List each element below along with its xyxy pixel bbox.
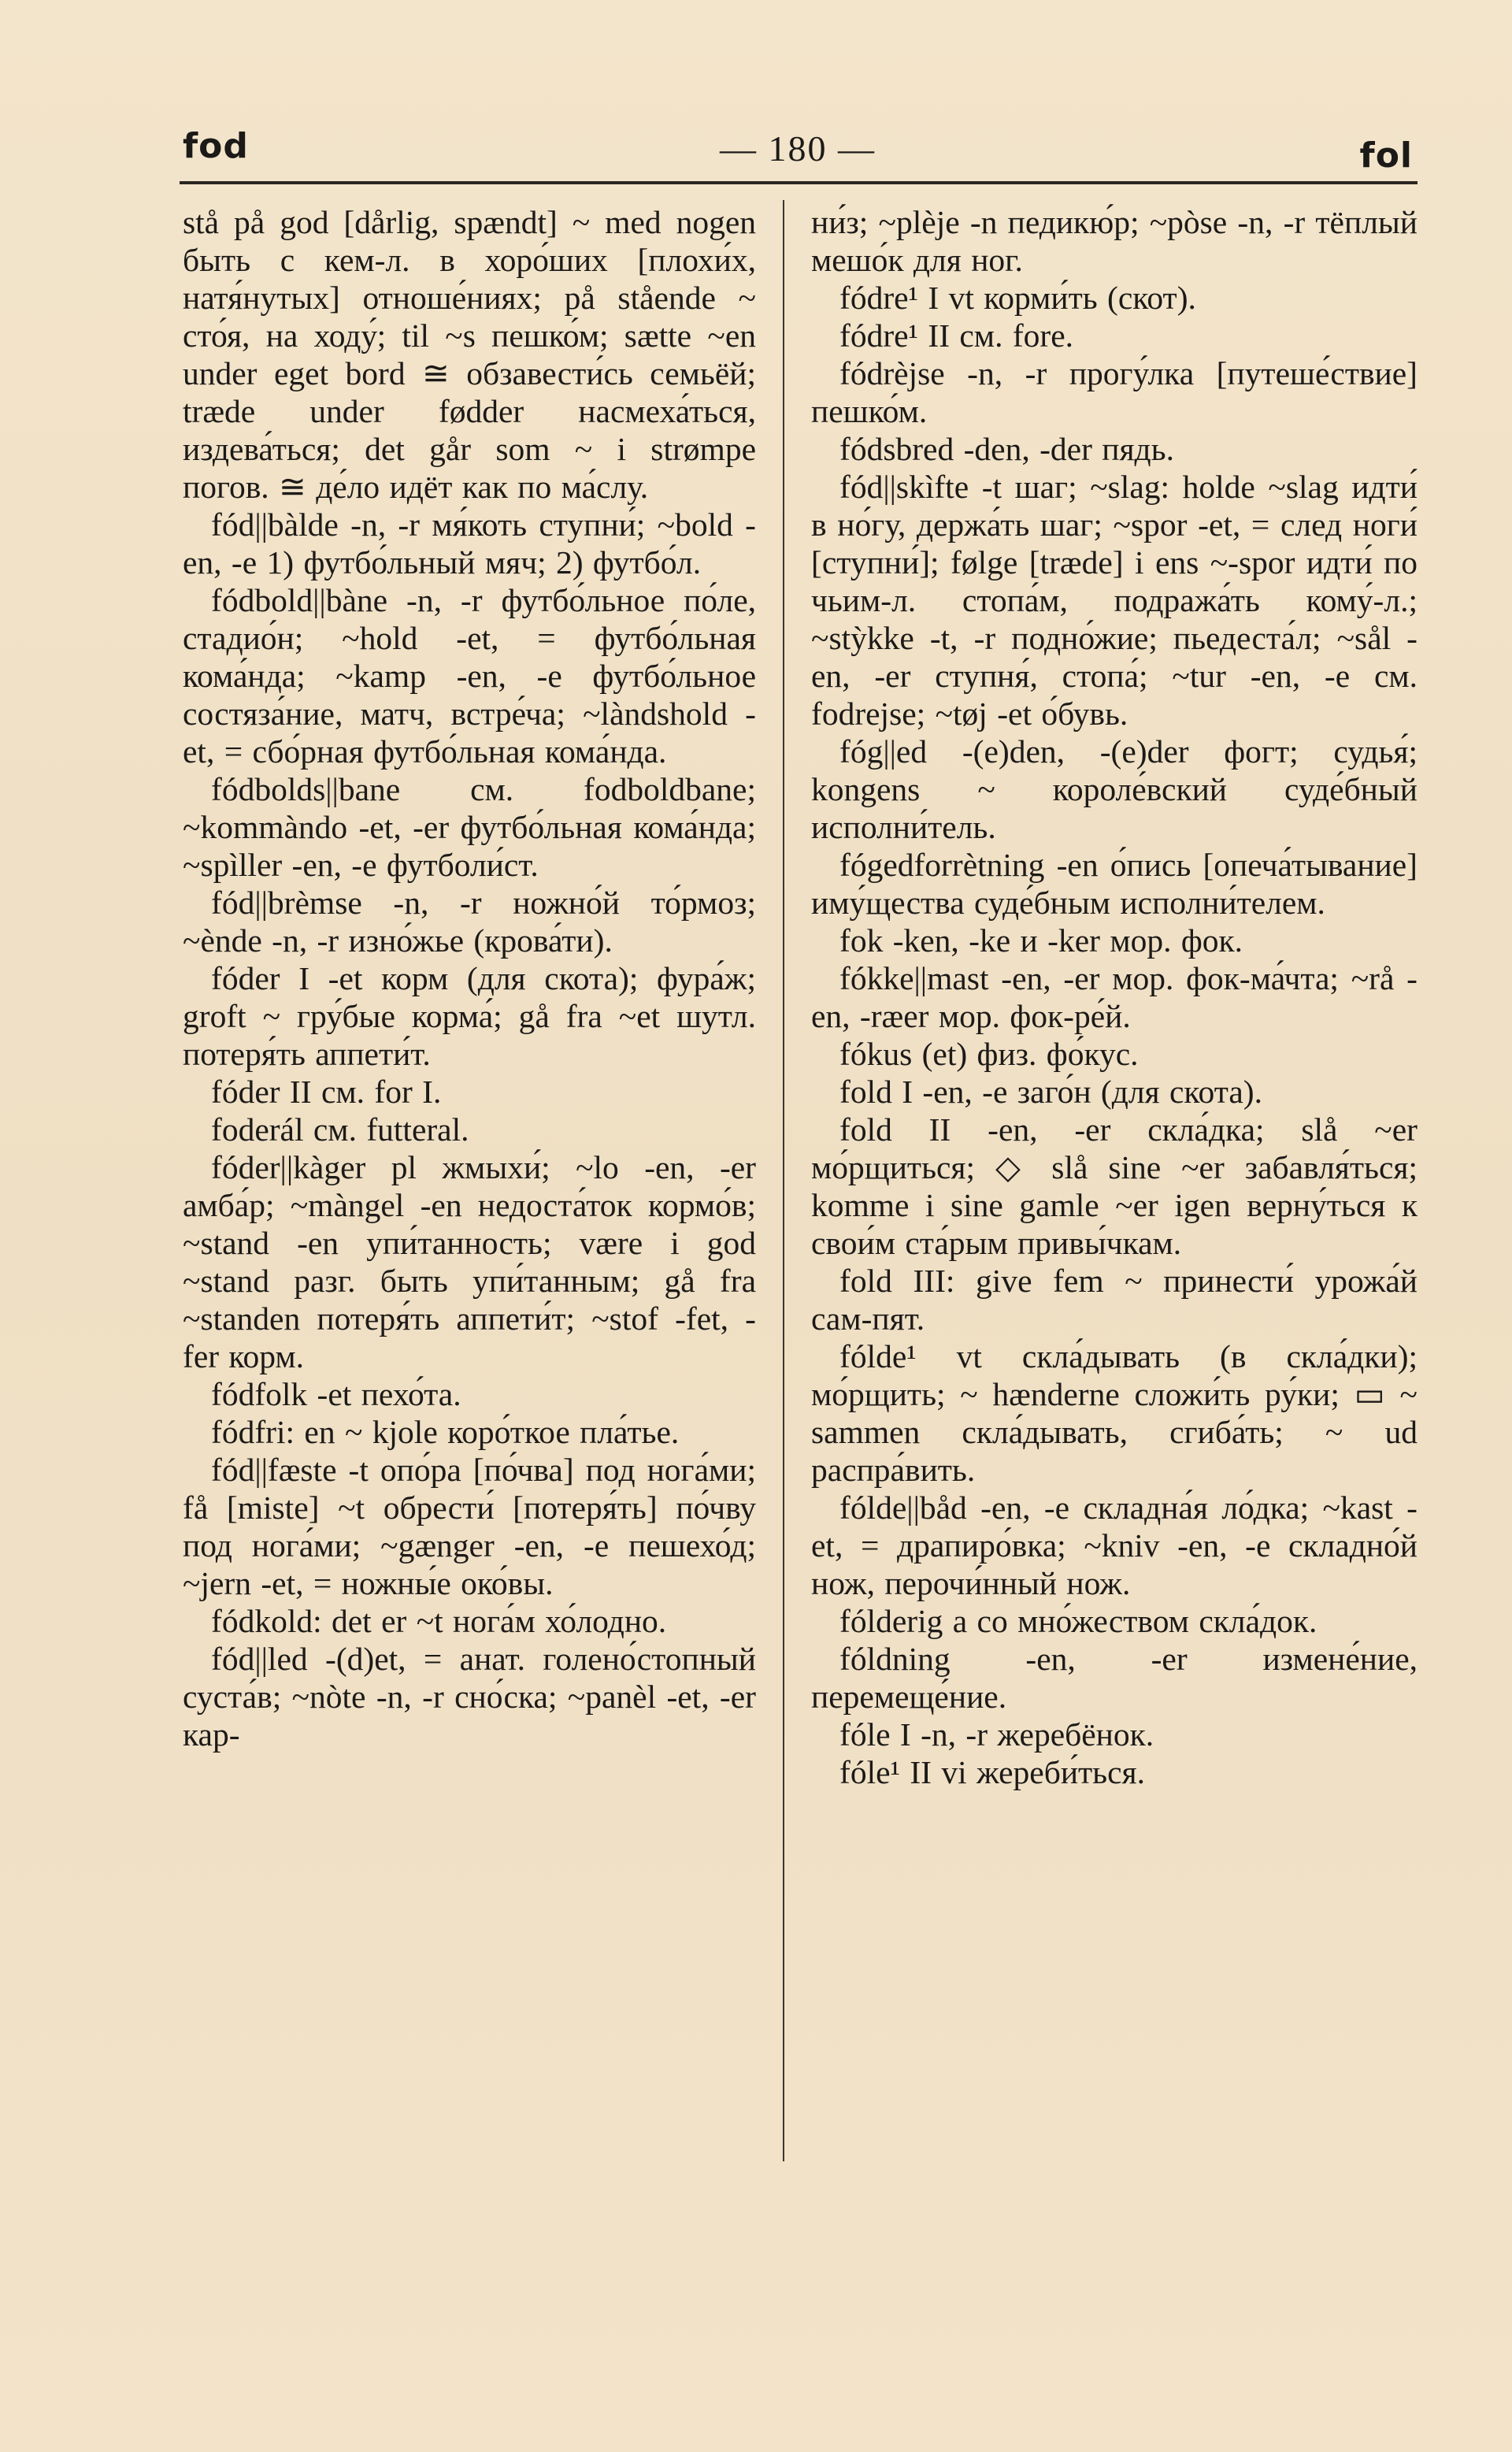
- dictionary-entry: fold II -en, -er скла́дка; slå ~er мо́рщиться; ◇ slå sine ~er забавля́ться; komme i sine gamle ~er igen верну́ться к свои́м ста́рым привы́чкам.: [811, 1111, 1418, 1261]
- dictionary-entry: fódsbred -den, -der пядь.: [839, 431, 1174, 467]
- dictionary-entry: fókus (et) физ. фо́кус.: [839, 1036, 1139, 1072]
- header-rule: [180, 181, 1418, 184]
- dictionary-entry: fóle I -n, -r жеребёнок.: [839, 1716, 1154, 1753]
- dictionary-entry: fód||skìfte -t шаг; ~slag: holde ~slag идти́ в но́гу, держа́ть шаг; ~spor -et, = след ноги́ [ступни́]; følge [træde] i ens ~-spor идти́ по чьим-л. стопа́м, подража́ть кому́-л.; ~stỳkke -t, -r подно́жие; пьедеста́л; ~sål -en, -er ступня́, стопа́; ~tur -en, -e см. fodrejse; ~tøj -et о́бувь.: [811, 469, 1418, 732]
- dictionary-entry: fold III: give fem ~ принести́ урожа́й сам-пят.: [811, 1263, 1418, 1337]
- dictionary-entry: fód||bàlde -n, -r мя́коть ступни́; ~bold -en, -e 1) футбо́льный мяч; 2) футбо́л.: [183, 506, 756, 581]
- dictionary-entry: fólde||båd -en, -e складна́я ло́дка; ~kast -et, = драпиро́вка; ~kniv -en, -e складно́й нож, перочи́нный нож.: [811, 1489, 1418, 1601]
- left-column: [183, 203, 756, 1753]
- page-number: — 180 —: [720, 128, 876, 169]
- dictionary-entry: stå på god [dårlig, spændt] ~ med nogen быть с кем-л. в хоро́ших [плохи́х, натя́нутых] отноше́ниях; på stående ~ сто́я, на ходу́; til ~s пешко́м; sætte ~en under eget bord ≅ обзавести́сь семьёй; træde under fødder насмеха́ться, издева́ться; det går som ~ i strømpe погов. ≅ де́ло идёт как по ма́слу.: [183, 204, 756, 505]
- column-divider: [783, 200, 784, 2161]
- dictionary-entry: fódkold: det er ~t нога́м хо́лодно.: [211, 1603, 667, 1639]
- dictionary-entry: fold I -en, -e заго́н (для скота).: [839, 1074, 1262, 1110]
- dictionary-entry: fóder||kàger pl жмыхи́; ~lo -en, -er амба́р; ~màngel -en недоста́ток кормо́в; ~stand -en упи́танность; være i god ~stand разг. быть упи́танным; gå fra ~standen потеря́ть аппети́т; ~stof -fet, -fer корм.: [183, 1149, 756, 1374]
- right-column: [811, 203, 1418, 1791]
- dictionary-entry: fókke||mast -en, -er мор. фок-ма́чта; ~rå -en, -ræer мор. фок-ре́й.: [811, 960, 1418, 1034]
- right-guide-word: fol: [1359, 135, 1413, 176]
- dictionary-entry: fódre¹ II см. fore.: [839, 317, 1074, 354]
- dictionary-entry: fód||brèmse -n, -r ножно́й то́рмоз; ~ènde -n, -r изно́жье (крова́ти).: [183, 885, 756, 959]
- dictionary-entry: fóder I -et корм (для скота); фура́ж; groft ~ гру́бые корма́; gå fra ~et шутл. потеря́ть аппети́т.: [183, 960, 756, 1072]
- dictionary-entry: fólde¹ vt скла́дывать (в скла́дки); мо́рщить; ~ hænderne сложи́ть ру́ки; ▭ ~ sammen скла́дывать, сгиба́ть; ~ ud распра́вить.: [811, 1338, 1418, 1488]
- dictionary-entry: fódre¹ I vt корми́ть (скот).: [839, 280, 1196, 316]
- dictionary-entry: fólderig a со мно́жеством скла́док.: [839, 1603, 1317, 1639]
- dictionary-entry: fóle¹ II vi жереби́ться.: [839, 1754, 1145, 1790]
- dictionary-entry: fód||fæste -t опо́ра [по́чва] под нога́ми; få [miste] ~t обрести́ [потеря́ть] по́чву под нога́ми; ~gænger -en, -e пешехо́д; ~jern -et, = ножны́е око́вы.: [183, 1452, 756, 1601]
- dictionary-entry: fódfolk -et пехо́та.: [211, 1376, 461, 1412]
- dictionary-entry: ни́з; ~plèje -n педикю́р; ~pòse -n, -r тёплый мешо́к для ног.: [811, 204, 1418, 278]
- dictionary-entry: fóldning -en, -er измене́ние, перемеще́ние.: [811, 1641, 1418, 1715]
- dictionary-entry: fóder II см. for I.: [211, 1074, 442, 1110]
- left-guide-word: fod: [183, 126, 249, 166]
- page-header: [183, 126, 1413, 181]
- dictionary-entry: fódbolds||bane см. fodboldbane; ~kommàndo -et, -er футбо́льная кома́нда; ~spìller -en, -e футболи́ст.: [183, 771, 756, 883]
- dictionary-entry: fok -ken, -ke и -ker мор. фок.: [839, 922, 1243, 959]
- dictionary-entry: foderál см. futteral.: [211, 1111, 469, 1148]
- dictionary-entry: fódbold||bàne -n, -r футбо́льное по́ле, стадио́н; ~hold -et, = футбо́льная кома́нда; ~kamp -en, -e футбо́льное состяза́ние, матч, встре́ча; ~làndshold -et, = сбо́рная футбо́льная кома́нда.: [183, 582, 756, 770]
- dictionary-entry: fógedforrètning -en о́пись [опеча́тывание] иму́щества суде́бным исполни́телем.: [811, 847, 1418, 921]
- dictionary-entry: fóg||ed -(e)den, -(e)der фогт; судья́; kongens ~ короле́вский суде́бный исполни́тель.: [811, 733, 1418, 845]
- dictionary-entry: fódfri: en ~ kjole коро́ткое пла́тье.: [211, 1414, 680, 1450]
- dictionary-entry: fódrèjse -n, -r прогу́лка [путеше́ствие] пешко́м.: [811, 355, 1418, 429]
- dictionary-entry: fód||led -(d)et, = анат. голено́стопный суста́в; ~nòte -n, -r сно́ска; ~panèl -et, -er кар-: [183, 1641, 756, 1753]
